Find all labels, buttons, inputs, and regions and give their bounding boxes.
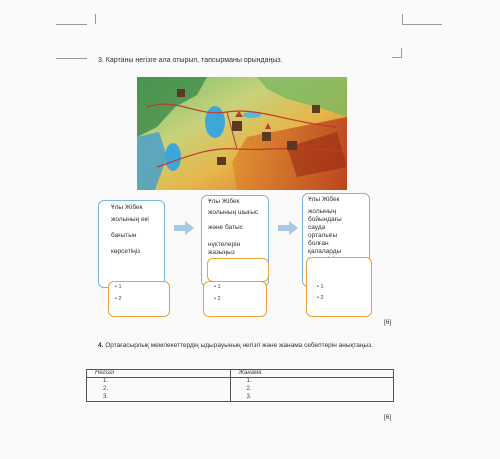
box-text-line: нүктелерін [208, 241, 241, 248]
box-text-line: Ұлы Жібек [208, 198, 240, 205]
table-row [87, 386, 394, 394]
task3-score: [6] [384, 319, 392, 326]
box-text-line: жолының [308, 208, 337, 215]
task3-box-directions [98, 200, 165, 288]
box-text-line: жолының екі [111, 216, 149, 223]
table-cell-input[interactable]: 3. [230, 394, 393, 402]
task4-score: [6] [384, 414, 392, 421]
causes-table [86, 369, 394, 402]
box-text-line: бағытын [111, 232, 137, 239]
crop-mark [86, 14, 96, 24]
table-cell-input[interactable]: 1. [230, 378, 393, 386]
crop-mark [392, 48, 402, 58]
crop-mark [56, 58, 87, 59]
task4-number: 4. [98, 342, 104, 349]
table-row [87, 378, 394, 386]
task3-prompt: 3. Картаны негізге ала отырып, тапсырманы орындаңыз. [98, 57, 283, 64]
box-text-line: болған [308, 240, 329, 247]
table-row [87, 394, 394, 402]
box-text-line: жолының шығыс [208, 209, 259, 216]
answer-field-1[interactable] [108, 281, 170, 317]
box-text-line: орталығы [308, 232, 338, 239]
box-text-line: бойындағы [308, 216, 342, 223]
box-text-line: қалаларды [308, 248, 342, 255]
answer-item: • 1 [115, 284, 122, 290]
answer-item: • 2 [317, 295, 324, 301]
answer-item: • 1 [214, 284, 221, 290]
answer-item: • 2 [115, 296, 122, 302]
box-text-line: Ұлы Жібек [111, 204, 143, 211]
table-cell-input[interactable]: 1. [87, 378, 231, 386]
silk-road-map [137, 77, 347, 190]
table-cell-input[interactable]: 2. [230, 386, 393, 394]
table-header-main: Негізгі [87, 370, 231, 378]
box-text-line: және батыс [208, 224, 243, 231]
box-text-line: Ұлы Жібек [308, 196, 340, 203]
answer-field-2-top[interactable] [207, 258, 269, 282]
crop-mark [402, 24, 442, 25]
crop-mark [56, 24, 87, 25]
table-cell-input[interactable]: 2. [87, 386, 231, 394]
right-arrow-icon [278, 221, 298, 235]
answer-field-2[interactable] [203, 281, 267, 317]
box-text-line: сауда [308, 224, 326, 231]
right-arrow-icon [174, 221, 194, 235]
box-text-line: жазыңыз [208, 249, 235, 256]
answer-field-3[interactable] [306, 257, 372, 317]
answer-item: • 2 [214, 296, 221, 302]
crop-mark [402, 14, 412, 24]
answer-item: • 1 [317, 284, 324, 290]
box-text-line: көрсетіңіз [111, 248, 141, 255]
task4-prompt [98, 342, 398, 350]
table-cell-input[interactable]: 3. [87, 394, 231, 402]
task4-text: Ортағасырлық мемлекеттердің ыдырауының негізгі және жанама себептерін анықтаңыз. [105, 342, 373, 349]
table-header-secondary: Жанама [230, 370, 393, 378]
